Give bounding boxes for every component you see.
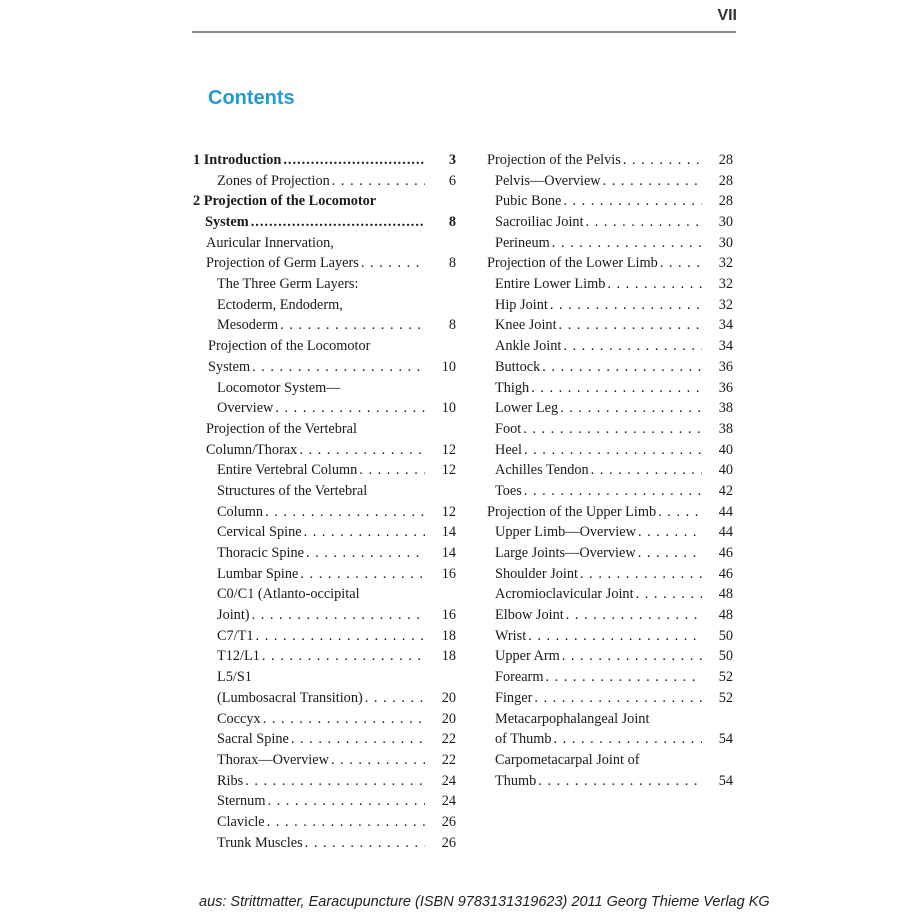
leader-dots bbox=[658, 502, 702, 523]
toc-entry-label: 2 Projection of the Locomotor bbox=[193, 193, 377, 210]
leader-dots bbox=[550, 295, 702, 316]
toc-page-number: 36 bbox=[718, 358, 733, 375]
leader-dots bbox=[524, 440, 702, 461]
leader-dots bbox=[603, 171, 702, 192]
toc-entry bbox=[487, 688, 733, 709]
leader-dots bbox=[252, 605, 425, 626]
toc-entry bbox=[487, 398, 733, 419]
toc-entry-label: Wrist bbox=[495, 627, 527, 644]
toc-entry bbox=[193, 233, 456, 254]
leader-dots bbox=[636, 584, 702, 605]
toc-page-number: 14 bbox=[441, 545, 456, 562]
toc-page-number: 30 bbox=[718, 214, 733, 231]
toc-page-number: 22 bbox=[441, 731, 456, 748]
leader-dots bbox=[265, 502, 425, 523]
toc-entry-label: Upper Arm bbox=[495, 648, 560, 665]
leader-dots bbox=[263, 709, 425, 730]
toc-entry-label: Mesoderm bbox=[217, 317, 279, 334]
toc-entry bbox=[193, 357, 456, 378]
toc-entry-label: Structures of the Vertebral bbox=[217, 482, 368, 499]
leader-dots bbox=[251, 212, 425, 233]
leader-dots bbox=[566, 605, 702, 626]
toc-entry bbox=[487, 233, 733, 254]
toc-entry bbox=[487, 253, 733, 274]
toc-page-number: 46 bbox=[718, 545, 733, 562]
toc-entry-label: Projection of the Lower Limb bbox=[487, 255, 658, 272]
toc-page-number: 44 bbox=[718, 503, 733, 520]
leader-dots bbox=[531, 378, 702, 399]
toc-entry bbox=[487, 605, 733, 626]
toc-entry bbox=[487, 750, 733, 771]
leader-dots bbox=[280, 315, 425, 336]
leader-dots bbox=[660, 253, 702, 274]
toc-page-number: 8 bbox=[448, 255, 456, 272]
toc-entry-label: C0/C1 (Atlanto-occipital bbox=[217, 586, 360, 603]
toc-entry bbox=[193, 440, 456, 461]
toc-entry bbox=[487, 212, 733, 233]
toc-entry bbox=[487, 191, 733, 212]
toc-page-number: 8 bbox=[448, 317, 456, 334]
leader-dots bbox=[267, 812, 425, 833]
toc-entry-label: Ankle Joint bbox=[495, 338, 562, 355]
toc-entry-label: Hip Joint bbox=[495, 296, 548, 313]
toc-entry bbox=[193, 543, 456, 564]
toc-page-number: 16 bbox=[441, 565, 456, 582]
toc-page-number: 40 bbox=[718, 441, 733, 458]
toc-page-number: 34 bbox=[718, 338, 733, 355]
toc-entry bbox=[193, 605, 456, 626]
toc-entry bbox=[487, 522, 733, 543]
toc-entry bbox=[487, 440, 733, 461]
toc-entry bbox=[193, 460, 456, 481]
toc-entry-label: Achilles Tendon bbox=[495, 462, 589, 479]
toc-entry-label: Upper Limb—Overview bbox=[495, 524, 636, 541]
toc-entry bbox=[193, 791, 456, 812]
leader-dots bbox=[562, 646, 702, 667]
toc-entry bbox=[193, 336, 456, 357]
toc-page-number: 24 bbox=[441, 793, 456, 810]
toc-page-number: 32 bbox=[718, 276, 733, 293]
toc-entry-label: System bbox=[205, 214, 249, 231]
toc-page-number: 24 bbox=[441, 772, 456, 789]
leader-dots bbox=[607, 274, 702, 295]
toc-page-number: 26 bbox=[441, 834, 456, 851]
toc-page-number: 22 bbox=[441, 751, 456, 768]
toc-page-number: 52 bbox=[718, 689, 733, 706]
toc-page-number: 44 bbox=[718, 524, 733, 541]
toc-entry-label: Knee Joint bbox=[495, 317, 557, 334]
toc-entry bbox=[193, 584, 456, 605]
leader-dots bbox=[256, 626, 425, 647]
toc-entry-label: Thigh bbox=[495, 379, 530, 396]
toc-entry bbox=[193, 150, 456, 171]
toc-entry bbox=[487, 150, 733, 171]
toc-entry-label: Projection of the Pelvis bbox=[487, 151, 621, 168]
leader-dots bbox=[359, 460, 425, 481]
toc-entry-label: Sacroiliac Joint bbox=[495, 214, 584, 231]
leader-dots bbox=[586, 212, 702, 233]
toc-entry-label: Locomotor System— bbox=[217, 379, 341, 396]
toc-entry bbox=[193, 564, 456, 585]
toc-entry bbox=[487, 709, 733, 730]
toc-entry-label: Ribs bbox=[217, 772, 244, 789]
leader-dots bbox=[528, 626, 702, 647]
toc-left-column bbox=[193, 150, 456, 853]
toc-entry-label: Forearm bbox=[495, 669, 544, 686]
toc-page-number: 32 bbox=[718, 296, 733, 313]
contents-heading: Contents bbox=[208, 87, 295, 109]
toc-entry bbox=[193, 502, 456, 523]
toc-page-number: 38 bbox=[718, 420, 733, 437]
toc-entry bbox=[193, 253, 456, 274]
toc-page-number: 10 bbox=[441, 400, 456, 417]
toc-entry-label: Projection of Germ Layers bbox=[206, 255, 359, 272]
toc-entry bbox=[193, 481, 456, 502]
toc-entry-label: Pubic Bone bbox=[495, 193, 562, 210]
toc-entry bbox=[193, 626, 456, 647]
leader-dots bbox=[542, 357, 702, 378]
toc-entry bbox=[487, 564, 733, 585]
toc-page-number: 50 bbox=[718, 627, 733, 644]
toc-page-number: 20 bbox=[441, 710, 456, 727]
toc-entry bbox=[193, 191, 456, 212]
leader-dots bbox=[563, 336, 702, 357]
toc-entry bbox=[193, 398, 456, 419]
toc-page-number: 26 bbox=[441, 813, 456, 830]
leader-dots bbox=[275, 398, 425, 419]
toc-entry-label: of Thumb bbox=[495, 731, 552, 748]
toc-entry bbox=[487, 295, 733, 316]
toc-entry bbox=[487, 667, 733, 688]
toc-page-number: 34 bbox=[718, 317, 733, 334]
toc-entry-label: Column/Thorax bbox=[206, 441, 298, 458]
toc-entry-label: 1 Introduction bbox=[193, 151, 282, 168]
toc-entry bbox=[487, 502, 733, 523]
leader-dots bbox=[580, 564, 702, 585]
leader-dots bbox=[623, 150, 702, 171]
toc-entry bbox=[193, 709, 456, 730]
toc-entry-label: Thumb bbox=[495, 772, 537, 789]
toc-entry-label: Shoulder Joint bbox=[495, 565, 579, 582]
toc-entry bbox=[193, 171, 456, 192]
toc-entry bbox=[193, 667, 456, 688]
toc-entry-label: Toes bbox=[495, 482, 522, 499]
toc-entry bbox=[193, 833, 456, 854]
toc-entry bbox=[193, 378, 456, 399]
toc-page-number: 12 bbox=[441, 503, 456, 520]
toc-page-number: 28 bbox=[718, 151, 733, 168]
toc-entry-label: Sternum bbox=[217, 793, 266, 810]
toc-entry bbox=[193, 274, 456, 295]
leader-dots bbox=[305, 833, 425, 854]
toc-entry bbox=[487, 771, 733, 792]
toc-entry-label: Metacarpophalangeal Joint bbox=[495, 710, 650, 727]
toc-page-number: 14 bbox=[441, 524, 456, 541]
toc-page-number: 28 bbox=[718, 172, 733, 189]
leader-dots bbox=[300, 564, 425, 585]
toc-entry-label: Auricular Innervation, bbox=[206, 234, 334, 251]
toc-entry-label: (Lumbosacral Transition) bbox=[217, 689, 363, 706]
leader-dots bbox=[245, 771, 425, 792]
leader-dots bbox=[638, 522, 702, 543]
toc-entry-label: Ectoderm, Endoderm, bbox=[217, 296, 343, 313]
toc-page-number: 54 bbox=[718, 731, 733, 748]
leader-dots bbox=[365, 688, 425, 709]
toc-page-number: 52 bbox=[718, 669, 733, 686]
toc-entry-label: Entire Lower Limb bbox=[495, 276, 606, 293]
header-rule bbox=[192, 31, 736, 33]
toc-page-number: 28 bbox=[718, 193, 733, 210]
toc-entry-label: Elbow Joint bbox=[495, 607, 564, 624]
leader-dots bbox=[304, 522, 425, 543]
toc-entry bbox=[193, 316, 456, 337]
leader-dots bbox=[306, 543, 425, 564]
toc-entry-label: Trunk Muscles bbox=[217, 834, 303, 851]
toc-entry-label: Acromioclavicular Joint bbox=[495, 586, 634, 603]
leader-dots bbox=[332, 171, 425, 192]
toc-page-number: 46 bbox=[718, 565, 733, 582]
leader-dots bbox=[523, 419, 702, 440]
toc-entry bbox=[193, 688, 456, 709]
toc-entry-label: The Three Germ Layers: bbox=[217, 276, 359, 293]
source-footer: aus: Strittmatter, Earacupuncture (ISBN 9783131319623) 2011 Georg Thieme Verlag KG bbox=[199, 894, 770, 910]
toc-entry bbox=[193, 212, 456, 233]
toc-entry-label: Cervical Spine bbox=[217, 524, 302, 541]
toc-page-number: 40 bbox=[718, 462, 733, 479]
toc-page-number: 8 bbox=[448, 214, 456, 231]
leader-dots bbox=[591, 460, 702, 481]
toc-entry bbox=[487, 171, 733, 192]
toc-entry-label: Zones of Projection bbox=[217, 172, 330, 189]
toc-page-number: 10 bbox=[441, 358, 456, 375]
toc-page-number: 12 bbox=[441, 441, 456, 458]
toc-entry bbox=[487, 543, 733, 564]
leader-dots bbox=[267, 791, 425, 812]
toc-entry bbox=[193, 419, 456, 440]
toc-entry bbox=[487, 336, 733, 357]
toc-page-number: 32 bbox=[718, 255, 733, 272]
toc-page-number: 18 bbox=[441, 648, 456, 665]
leader-dots bbox=[252, 357, 425, 378]
toc-entry bbox=[487, 729, 733, 750]
toc-page-number: 38 bbox=[718, 400, 733, 417]
toc-page-number: 48 bbox=[718, 607, 733, 624]
toc-page-number: 54 bbox=[718, 772, 733, 789]
leader-dots bbox=[563, 191, 702, 212]
toc-entry bbox=[487, 584, 733, 605]
leader-dots bbox=[559, 315, 702, 336]
toc-entry bbox=[193, 750, 456, 771]
toc-entry bbox=[193, 295, 456, 316]
page-number: VII bbox=[717, 7, 737, 24]
toc-entry-label: Large Joints—Overview bbox=[495, 545, 636, 562]
toc-entry bbox=[193, 647, 456, 668]
leader-dots bbox=[560, 398, 702, 419]
toc-entry-label: Overview bbox=[217, 400, 274, 417]
toc-page-number: 3 bbox=[448, 151, 456, 168]
toc-entry-label: Lumbar Spine bbox=[217, 565, 299, 582]
toc-page-number: 50 bbox=[718, 648, 733, 665]
toc-entry bbox=[487, 274, 733, 295]
toc-right-column bbox=[487, 150, 733, 791]
toc-entry-label: Coccyx bbox=[217, 710, 261, 727]
leader-dots bbox=[361, 253, 425, 274]
toc-entry bbox=[193, 812, 456, 833]
toc-entry bbox=[487, 419, 733, 440]
toc-entry-label: Projection of the Locomotor bbox=[208, 338, 371, 355]
leader-dots bbox=[552, 233, 702, 254]
toc-entry-label: Thoracic Spine bbox=[217, 545, 304, 562]
toc-entry-label: Lower Leg bbox=[495, 400, 559, 417]
toc-entry bbox=[193, 729, 456, 750]
leader-dots bbox=[331, 750, 425, 771]
toc-entry-label: Foot bbox=[495, 420, 522, 437]
toc-page-number: 12 bbox=[441, 462, 456, 479]
toc-entry-label: Sacral Spine bbox=[217, 731, 289, 748]
toc-entry-label: Carpometacarpal Joint of bbox=[495, 751, 640, 768]
toc-entry-label: Finger bbox=[495, 689, 533, 706]
toc-entry bbox=[487, 460, 733, 481]
toc-page-number: 48 bbox=[718, 586, 733, 603]
toc-page-number: 20 bbox=[441, 689, 456, 706]
toc-entry-label: Perineum bbox=[495, 234, 550, 251]
toc-entry-label: Pelvis—Overview bbox=[495, 172, 601, 189]
toc-entry-label: L5/S1 bbox=[217, 669, 252, 686]
leader-dots bbox=[545, 667, 702, 688]
toc-entry-label: Buttock bbox=[495, 358, 541, 375]
toc-entry-label: Clavicle bbox=[217, 813, 265, 830]
toc-entry-label: Column bbox=[217, 503, 264, 520]
toc-page-number: 18 bbox=[441, 627, 456, 644]
leader-dots bbox=[299, 440, 425, 461]
toc-page-number: 42 bbox=[718, 482, 733, 499]
toc-entry bbox=[487, 316, 733, 337]
toc-entry bbox=[487, 378, 733, 399]
toc-entry-label: Entire Vertebral Column bbox=[217, 462, 358, 479]
toc-entry bbox=[193, 771, 456, 792]
toc-entry-label: Joint) bbox=[217, 607, 250, 624]
toc-entry-label: Heel bbox=[495, 441, 522, 458]
toc-page-number: 16 bbox=[441, 607, 456, 624]
toc-entry-label: Projection of the Upper Limb bbox=[487, 503, 657, 520]
leader-dots bbox=[538, 771, 702, 792]
toc-page-number: 6 bbox=[448, 172, 456, 189]
toc-entry bbox=[487, 481, 733, 502]
leader-dots bbox=[262, 646, 425, 667]
toc-page-number: 36 bbox=[718, 379, 733, 396]
leader-dots bbox=[524, 481, 702, 502]
leader-dots bbox=[638, 543, 702, 564]
toc-entry-label: Thorax—Overview bbox=[217, 751, 329, 768]
toc-entry bbox=[487, 647, 733, 668]
toc-entry-label: C7/T1 bbox=[217, 627, 254, 644]
toc-entry-label: Projection of the Vertebral bbox=[206, 420, 357, 437]
toc-entry-label: System bbox=[208, 358, 251, 375]
leader-dots bbox=[554, 729, 702, 750]
toc-entry bbox=[487, 357, 733, 378]
leader-dots bbox=[283, 150, 425, 171]
leader-dots bbox=[534, 688, 702, 709]
toc-entry-label: T12/L1 bbox=[217, 648, 260, 665]
toc-entry bbox=[487, 626, 733, 647]
leader-dots bbox=[291, 729, 425, 750]
toc-page-number: 30 bbox=[718, 234, 733, 251]
toc-entry bbox=[193, 522, 456, 543]
